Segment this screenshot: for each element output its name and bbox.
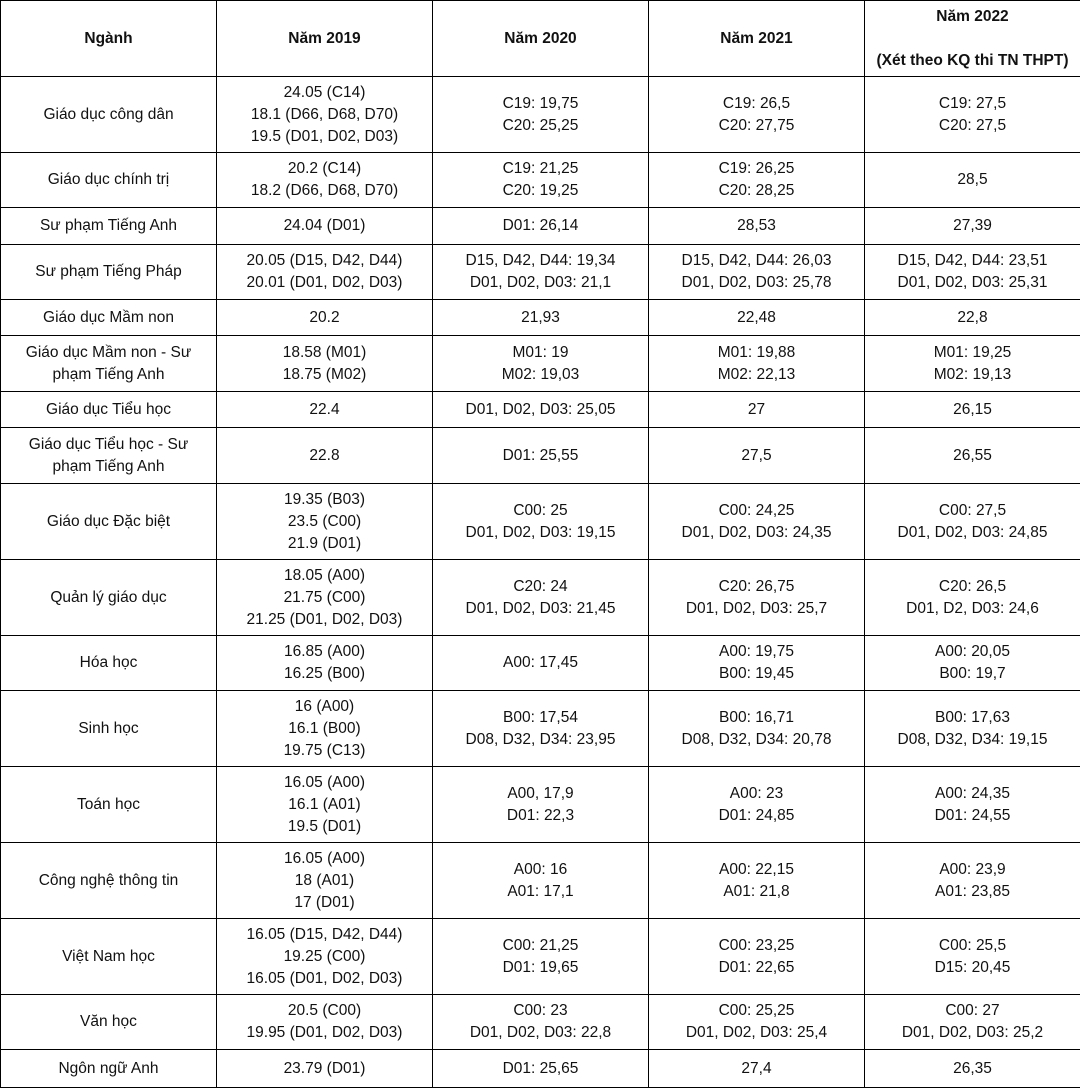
cell-2019-line: 20.2 (C14) bbox=[221, 158, 428, 180]
cell-2022-line: D01, D02, D03: 25,2 bbox=[869, 1022, 1076, 1044]
cell-2021-line: 27 bbox=[653, 399, 860, 421]
cell-2019-line: 21.9 (D01) bbox=[221, 533, 428, 555]
cell-2020-line: C00: 25 bbox=[437, 500, 644, 522]
cell-2019 bbox=[217, 153, 433, 208]
cell-2019-line: 19.35 (B03) bbox=[221, 489, 428, 511]
cell-2019 bbox=[217, 919, 433, 995]
cell-2019-line: 17 (D01) bbox=[221, 892, 428, 914]
cell-2022-line: 28,5 bbox=[869, 169, 1076, 191]
cell-2020-line: D08, D32, D34: 23,95 bbox=[437, 729, 644, 751]
cell-2022-line: D01, D02, D03: 24,85 bbox=[869, 522, 1076, 544]
cell-2021-line: D01, D02, D03: 25,78 bbox=[653, 272, 860, 294]
cell-2022-line: D01: 24,55 bbox=[869, 805, 1076, 827]
cell-2020-line: C20: 25,25 bbox=[437, 115, 644, 137]
cell-2020 bbox=[433, 560, 649, 636]
cell-2022 bbox=[865, 428, 1080, 484]
cell-2019 bbox=[217, 560, 433, 636]
cell-2022-line: M02: 19,13 bbox=[869, 364, 1076, 386]
cell-2022-line: A00: 20,05 bbox=[869, 641, 1076, 663]
cell-nganh bbox=[1, 843, 217, 919]
cell-nganh-line: Toán học bbox=[5, 794, 212, 816]
cell-2019-line: 20.5 (C00) bbox=[221, 1000, 428, 1022]
cell-2022 bbox=[865, 392, 1080, 428]
cell-2019 bbox=[217, 995, 433, 1050]
cell-2021-line: C19: 26,25 bbox=[653, 158, 860, 180]
header-2020: Năm 2020 bbox=[433, 1, 649, 77]
cell-2021 bbox=[649, 1050, 865, 1088]
cell-2020-line: C20: 19,25 bbox=[437, 180, 644, 202]
cell-2022-line: C20: 27,5 bbox=[869, 115, 1076, 137]
header-2019: Năm 2019 bbox=[217, 1, 433, 77]
header-nganh: Ngành bbox=[1, 1, 217, 77]
cell-2022 bbox=[865, 484, 1080, 560]
cell-nganh-line: Giáo dục Mầm non bbox=[5, 307, 212, 329]
cell-2022-line: 26,55 bbox=[869, 445, 1076, 467]
cell-2020-line: 21,93 bbox=[437, 307, 644, 329]
cell-2021 bbox=[649, 392, 865, 428]
cell-2019-line: 18.2 (D66, D68, D70) bbox=[221, 180, 428, 202]
header-2021: Năm 2021 bbox=[649, 1, 865, 77]
cell-2021-line: D01: 24,85 bbox=[653, 805, 860, 827]
cell-2021-line: 27,5 bbox=[653, 445, 860, 467]
cell-2022-line: C00: 25,5 bbox=[869, 935, 1076, 957]
cell-2020-line: D15, D42, D44: 19,34 bbox=[437, 250, 644, 272]
cell-2020-line: C19: 21,25 bbox=[437, 158, 644, 180]
cell-2021-line: C20: 28,25 bbox=[653, 180, 860, 202]
cell-2019-line: 16 (A00) bbox=[221, 696, 428, 718]
cell-2020-line: C00: 23 bbox=[437, 1000, 644, 1022]
cell-2021-line: D08, D32, D34: 20,78 bbox=[653, 729, 860, 751]
cell-2019-line: 20.2 bbox=[221, 307, 428, 329]
cell-2020 bbox=[433, 995, 649, 1050]
cell-2022-line: 27,39 bbox=[869, 215, 1076, 237]
cell-2019-line: 24.05 (C14) bbox=[221, 82, 428, 104]
cell-nganh bbox=[1, 1050, 217, 1088]
cell-2022 bbox=[865, 636, 1080, 691]
cell-2022 bbox=[865, 300, 1080, 336]
cell-2021-line: M02: 22,13 bbox=[653, 364, 860, 386]
cell-2021 bbox=[649, 208, 865, 245]
cell-2019 bbox=[217, 208, 433, 245]
cell-nganh-line: Giáo dục Tiểu học - Sư bbox=[5, 434, 212, 456]
cell-2019 bbox=[217, 245, 433, 300]
cell-nganh-line: Công nghệ thông tin bbox=[5, 870, 212, 892]
cell-nganh-line: Giáo dục Mầm non - Sư bbox=[5, 342, 212, 364]
cell-nganh bbox=[1, 153, 217, 208]
table-row bbox=[1, 919, 1080, 995]
cell-2020 bbox=[433, 428, 649, 484]
cell-2019-line: 19.25 (C00) bbox=[221, 946, 428, 968]
cell-2022-line: D08, D32, D34: 19,15 bbox=[869, 729, 1076, 751]
cell-2022 bbox=[865, 843, 1080, 919]
cell-2020-line: B00: 17,54 bbox=[437, 707, 644, 729]
cell-2020 bbox=[433, 843, 649, 919]
cell-2020-line: M01: 19 bbox=[437, 342, 644, 364]
cell-2019 bbox=[217, 77, 433, 153]
cell-2021-line: 28,53 bbox=[653, 215, 860, 237]
cell-2019-line: 16.85 (A00) bbox=[221, 641, 428, 663]
cell-nganh bbox=[1, 484, 217, 560]
cell-2022-line: D01, D02, D03: 25,31 bbox=[869, 272, 1076, 294]
cell-2019-line: 18.58 (M01) bbox=[221, 342, 428, 364]
table-row bbox=[1, 208, 1080, 245]
cell-2021 bbox=[649, 484, 865, 560]
cell-nganh-line: Giáo dục chính trị bbox=[5, 169, 212, 191]
cell-2019 bbox=[217, 428, 433, 484]
cell-2019-line: 22.4 bbox=[221, 399, 428, 421]
cell-2021-line: 22,48 bbox=[653, 307, 860, 329]
cell-2022-line: D15: 20,45 bbox=[869, 957, 1076, 979]
cell-2020 bbox=[433, 300, 649, 336]
cell-2021-line: 27,4 bbox=[653, 1058, 860, 1080]
cell-nganh-line: phạm Tiếng Anh bbox=[5, 364, 212, 386]
cell-2021-line: D01, D02, D03: 25,7 bbox=[653, 598, 860, 620]
cell-2021-line: C00: 24,25 bbox=[653, 500, 860, 522]
cell-2019 bbox=[217, 636, 433, 691]
cell-2022-line: C19: 27,5 bbox=[869, 93, 1076, 115]
cell-2022-line: B00: 17,63 bbox=[869, 707, 1076, 729]
header-2022-year: Năm 2022 bbox=[869, 6, 1076, 28]
cell-2020-line: A00: 16 bbox=[437, 859, 644, 881]
cell-2021 bbox=[649, 995, 865, 1050]
table-row bbox=[1, 484, 1080, 560]
cell-2021-line: C00: 25,25 bbox=[653, 1000, 860, 1022]
cell-2022 bbox=[865, 245, 1080, 300]
cell-2020-line: M02: 19,03 bbox=[437, 364, 644, 386]
cell-2019-line: 16.25 (B00) bbox=[221, 663, 428, 685]
cell-2022 bbox=[865, 153, 1080, 208]
cell-2021-line: A00: 19,75 bbox=[653, 641, 860, 663]
cell-2019-line: 19.95 (D01, D02, D03) bbox=[221, 1022, 428, 1044]
cell-2020 bbox=[433, 919, 649, 995]
cell-nganh-line: Giáo dục Tiểu học bbox=[5, 399, 212, 421]
header-2022-note: (Xét theo KQ thi TN THPT) bbox=[869, 50, 1076, 72]
cell-2022-line: B00: 19,7 bbox=[869, 663, 1076, 685]
cell-2021-line: C19: 26,5 bbox=[653, 93, 860, 115]
cell-2022 bbox=[865, 208, 1080, 245]
cell-2019-line: 18 (A01) bbox=[221, 870, 428, 892]
cell-2020-line: C19: 19,75 bbox=[437, 93, 644, 115]
cell-2019-line: 20.01 (D01, D02, D03) bbox=[221, 272, 428, 294]
table-row bbox=[1, 691, 1080, 767]
cell-2020 bbox=[433, 484, 649, 560]
cell-2021 bbox=[649, 767, 865, 843]
cell-2021 bbox=[649, 919, 865, 995]
cell-2022-line: D01, D2, D03: 24,6 bbox=[869, 598, 1076, 620]
cell-nganh bbox=[1, 245, 217, 300]
cell-nganh-line: Sư phạm Tiếng Anh bbox=[5, 215, 212, 237]
cell-2019 bbox=[217, 691, 433, 767]
cell-2020-line: D01, D02, D03: 25,05 bbox=[437, 399, 644, 421]
cell-2020-line: D01: 25,65 bbox=[437, 1058, 644, 1080]
header-row bbox=[1, 1, 1080, 77]
cell-2020-line: D01: 22,3 bbox=[437, 805, 644, 827]
cell-2021-line: C20: 27,75 bbox=[653, 115, 860, 137]
cell-2020-line: C00: 21,25 bbox=[437, 935, 644, 957]
cell-2020 bbox=[433, 208, 649, 245]
cell-nganh-line: phạm Tiếng Anh bbox=[5, 456, 212, 478]
cell-2020 bbox=[433, 153, 649, 208]
cell-2020-line: A01: 17,1 bbox=[437, 881, 644, 903]
cell-2019-line: 23.79 (D01) bbox=[221, 1058, 428, 1080]
cell-2022 bbox=[865, 995, 1080, 1050]
cell-2022-line: 26,35 bbox=[869, 1058, 1076, 1080]
cell-2022-line: A00: 24,35 bbox=[869, 783, 1076, 805]
table-row bbox=[1, 995, 1080, 1050]
cell-2022 bbox=[865, 691, 1080, 767]
cell-2019-line: 24.04 (D01) bbox=[221, 215, 428, 237]
table-row bbox=[1, 636, 1080, 691]
cell-2022-line: 22,8 bbox=[869, 307, 1076, 329]
cell-2022-line: D15, D42, D44: 23,51 bbox=[869, 250, 1076, 272]
cell-nganh bbox=[1, 767, 217, 843]
cell-2021-line: D01: 22,65 bbox=[653, 957, 860, 979]
cell-2020 bbox=[433, 77, 649, 153]
cell-2020 bbox=[433, 691, 649, 767]
table-body bbox=[1, 77, 1080, 1088]
cell-nganh bbox=[1, 336, 217, 392]
cell-nganh-line: Văn học bbox=[5, 1011, 212, 1033]
cell-2019-line: 16.05 (A00) bbox=[221, 772, 428, 794]
cell-nganh bbox=[1, 919, 217, 995]
cell-nganh bbox=[1, 636, 217, 691]
cell-2020-line: D01: 26,14 bbox=[437, 215, 644, 237]
cell-nganh bbox=[1, 392, 217, 428]
cell-2020 bbox=[433, 392, 649, 428]
cell-2020 bbox=[433, 245, 649, 300]
cell-2021 bbox=[649, 636, 865, 691]
cell-2019-line: 16.05 (D01, D02, D03) bbox=[221, 968, 428, 990]
cell-2021-line: A01: 21,8 bbox=[653, 881, 860, 903]
cell-2022-line: C00: 27,5 bbox=[869, 500, 1076, 522]
cell-2019 bbox=[217, 392, 433, 428]
cell-2020-line: D01: 25,55 bbox=[437, 445, 644, 467]
table-row bbox=[1, 336, 1080, 392]
cell-2019 bbox=[217, 843, 433, 919]
cell-2019-line: 18.75 (M02) bbox=[221, 364, 428, 386]
cell-2022-line: C20: 26,5 bbox=[869, 576, 1076, 598]
cell-nganh-line: Hóa học bbox=[5, 652, 212, 674]
cell-2021-line: D15, D42, D44: 26,03 bbox=[653, 250, 860, 272]
cell-2020-line: A00: 17,45 bbox=[437, 652, 644, 674]
table-row bbox=[1, 300, 1080, 336]
table-row bbox=[1, 392, 1080, 428]
table-row bbox=[1, 77, 1080, 153]
cell-2019-line: 19.75 (C13) bbox=[221, 740, 428, 762]
cell-2019-line: 18.1 (D66, D68, D70) bbox=[221, 104, 428, 126]
cell-2021 bbox=[649, 336, 865, 392]
cell-nganh bbox=[1, 77, 217, 153]
table-row bbox=[1, 428, 1080, 484]
cell-2022 bbox=[865, 767, 1080, 843]
cell-2021 bbox=[649, 560, 865, 636]
cell-2019-line: 16.1 (B00) bbox=[221, 718, 428, 740]
cell-2021-line: C00: 23,25 bbox=[653, 935, 860, 957]
cell-2019-line: 21.25 (D01, D02, D03) bbox=[221, 609, 428, 631]
cell-2021 bbox=[649, 77, 865, 153]
table-row bbox=[1, 560, 1080, 636]
cell-2021 bbox=[649, 691, 865, 767]
cell-nganh bbox=[1, 560, 217, 636]
cell-2022-line: 26,15 bbox=[869, 399, 1076, 421]
cell-2019-line: 16.1 (A01) bbox=[221, 794, 428, 816]
table-row bbox=[1, 843, 1080, 919]
cell-2020-line: D01, D02, D03: 21,45 bbox=[437, 598, 644, 620]
cell-2020-line: D01, D02, D03: 21,1 bbox=[437, 272, 644, 294]
cell-2020 bbox=[433, 636, 649, 691]
cell-2022 bbox=[865, 77, 1080, 153]
cell-2019 bbox=[217, 336, 433, 392]
cell-2021 bbox=[649, 428, 865, 484]
table-row bbox=[1, 767, 1080, 843]
cell-2020 bbox=[433, 1050, 649, 1088]
cell-2021 bbox=[649, 153, 865, 208]
cell-2019 bbox=[217, 300, 433, 336]
cell-2019-line: 19.5 (D01) bbox=[221, 816, 428, 838]
cell-2021-line: M01: 19,88 bbox=[653, 342, 860, 364]
cell-nganh-line: Giáo dục Đặc biệt bbox=[5, 511, 212, 533]
cell-2021-line: A00: 22,15 bbox=[653, 859, 860, 881]
table-row bbox=[1, 153, 1080, 208]
cell-2022 bbox=[865, 1050, 1080, 1088]
cell-nganh bbox=[1, 300, 217, 336]
cell-2020-line: D01, D02, D03: 22,8 bbox=[437, 1022, 644, 1044]
cell-nganh bbox=[1, 691, 217, 767]
cell-nganh-line: Sinh học bbox=[5, 718, 212, 740]
cell-2022 bbox=[865, 560, 1080, 636]
cell-nganh-line: Ngôn ngữ Anh bbox=[5, 1058, 212, 1080]
cell-2020 bbox=[433, 767, 649, 843]
cell-2019-line: 18.05 (A00) bbox=[221, 565, 428, 587]
cell-nganh-line: Sư phạm Tiếng Pháp bbox=[5, 261, 212, 283]
cell-2021-line: A00: 23 bbox=[653, 783, 860, 805]
cell-2019-line: 20.05 (D15, D42, D44) bbox=[221, 250, 428, 272]
cell-2019 bbox=[217, 484, 433, 560]
cell-2022-line: A01: 23,85 bbox=[869, 881, 1076, 903]
cell-nganh bbox=[1, 428, 217, 484]
cell-2021 bbox=[649, 843, 865, 919]
cell-nganh bbox=[1, 208, 217, 245]
cell-2020-line: D01: 19,65 bbox=[437, 957, 644, 979]
cell-2021 bbox=[649, 300, 865, 336]
cell-2020-line: D01, D02, D03: 19,15 bbox=[437, 522, 644, 544]
cell-2022 bbox=[865, 336, 1080, 392]
cell-2019-line: 19.5 (D01, D02, D03) bbox=[221, 126, 428, 148]
cell-2022-line: C00: 27 bbox=[869, 1000, 1076, 1022]
cell-2020 bbox=[433, 336, 649, 392]
cell-2021-line: B00: 19,45 bbox=[653, 663, 860, 685]
cell-2022-line: M01: 19,25 bbox=[869, 342, 1076, 364]
cell-2021 bbox=[649, 245, 865, 300]
cell-nganh-line: Việt Nam học bbox=[5, 946, 212, 968]
cell-2019-line: 16.05 (A00) bbox=[221, 848, 428, 870]
cell-2019 bbox=[217, 1050, 433, 1088]
cell-2019-line: 16.05 (D15, D42, D44) bbox=[221, 924, 428, 946]
cell-2022-line: A00: 23,9 bbox=[869, 859, 1076, 881]
header-2022 bbox=[865, 1, 1080, 77]
cell-2019-line: 23.5 (C00) bbox=[221, 511, 428, 533]
cell-2021-line: B00: 16,71 bbox=[653, 707, 860, 729]
cell-2019-line: 21.75 (C00) bbox=[221, 587, 428, 609]
cell-nganh bbox=[1, 995, 217, 1050]
cell-nganh-line: Giáo dục công dân bbox=[5, 104, 212, 126]
cell-2019-line: 22.8 bbox=[221, 445, 428, 467]
cell-2020-line: C20: 24 bbox=[437, 576, 644, 598]
table-row bbox=[1, 245, 1080, 300]
cell-2019 bbox=[217, 767, 433, 843]
cell-2021-line: D01, D02, D03: 24,35 bbox=[653, 522, 860, 544]
cell-2021-line: C20: 26,75 bbox=[653, 576, 860, 598]
table-row bbox=[1, 1050, 1080, 1088]
cell-2022 bbox=[865, 919, 1080, 995]
cell-2020-line: A00, 17,9 bbox=[437, 783, 644, 805]
cell-2021-line: D01, D02, D03: 25,4 bbox=[653, 1022, 860, 1044]
cell-nganh-line: Quản lý giáo dục bbox=[5, 587, 212, 609]
